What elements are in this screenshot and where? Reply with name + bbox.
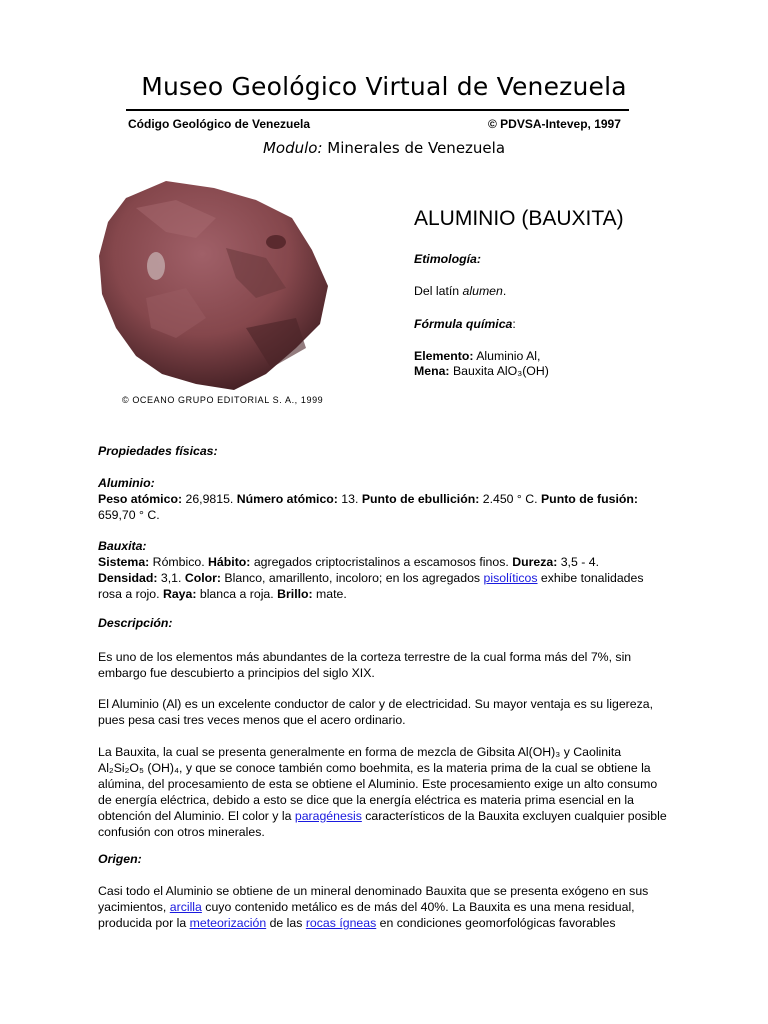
description-paragraph-1: Es uno de los elementos más abundantes de la corteza terrestre de la cual forma más del 7%, sin embargo fue descubierto a principios del siglo XIX. — [98, 650, 632, 680]
link-pisoliticos[interactable]: pisolíticos — [483, 571, 538, 585]
image-caption: © OCEANO GRUPO EDITORIAL S. A., 1999 — [122, 395, 324, 405]
origin-heading: Origen: — [98, 852, 142, 866]
copyright-text: © PDVSA-Intevep, 1997 — [488, 117, 621, 131]
link-rocas-igneas[interactable]: rocas ígneas — [305, 916, 377, 930]
link-paragenesis[interactable]: paragénesis — [294, 809, 362, 823]
mineral-title: ALUMINIO (BAUXITA) — [414, 207, 624, 230]
etymology-heading: Etimología: — [414, 252, 481, 266]
header-divider — [126, 109, 629, 111]
formula-heading: Fórmula química: — [414, 317, 516, 331]
module-name: Minerales de Venezuela — [322, 139, 506, 157]
description-heading: Descripción: — [98, 616, 173, 630]
rock-photo-icon — [96, 178, 334, 393]
formula-element: Elemento: Aluminio Al, — [414, 349, 541, 363]
module-heading — [0, 139, 768, 157]
description-paragraph-3: La Bauxita, la cual se presenta generalmente en forma de mezcla de Gibsita Al(OH)₃ y Caolinita Al₂Si₂O₅ (OH)₄, y que se conoce también como boehmita, es la materia prima de la cual se obtiene la alúmina, del procesamiento de esta se obtiene el Aluminio. Este procesamiento exige un alto consumo de energía eléctrica, debido a esto se dice que la energía eléctrica es materia prima esencial en la obtención del Aluminio. El color y la paragénesis característicos de la Bauxita excluyen cualquier posible confusión con otros minerales. — [98, 745, 667, 839]
link-meteorizacion[interactable]: meteorización — [189, 916, 267, 930]
formula-ore: Mena: Bauxita AlO₃(OH) — [414, 364, 549, 378]
physical-heading: Propiedades físicas: — [98, 444, 218, 458]
code-text: Código Geológico de Venezuela — [128, 117, 311, 131]
module-label: Modulo: — [262, 139, 323, 157]
description-paragraph-2: El Aluminio (Al) es un excelente conductor de calor y de electricidad. Su mayor ventaja es su ligereza, pues pesa casi tres veces menos que el acero ordinario. — [98, 697, 654, 727]
site-title: Museo Geológico Virtual de Venezuela — [141, 72, 627, 101]
bauxite-properties: Bauxita: Sistema: Rómbico. Hábito: agregados criptocristalinos a escamosos finos. Dureza: 3,5 - 4. Densidad: 3,1. Color: Blanco, amarillento, incoloro; en los agregados pisolíticos exhibe tonalidades rosa a rojo. Raya: blanca a roja. Brillo: mate. — [98, 539, 644, 601]
link-arcilla[interactable]: arcilla — [169, 900, 202, 914]
origin-paragraph: Casi todo el Aluminio se obtiene de un mineral denominado Bauxita que se presenta exógeno en sus yacimientos, arcilla cuyo contenido metálico es de más del 40%. La Bauxita es una mena residual, producida por la meteorización de las rocas ígneas en condiciones geomorfológicas favorables — [98, 884, 649, 930]
aluminum-properties: Aluminio: Peso atómico: 26,9815. Número atómico: 13. Punto de ebullición: 2.450 ° C. Punto de fusión: 659,70 ° C. — [98, 476, 638, 522]
etymology-text: Del latín alumen. — [414, 284, 507, 298]
